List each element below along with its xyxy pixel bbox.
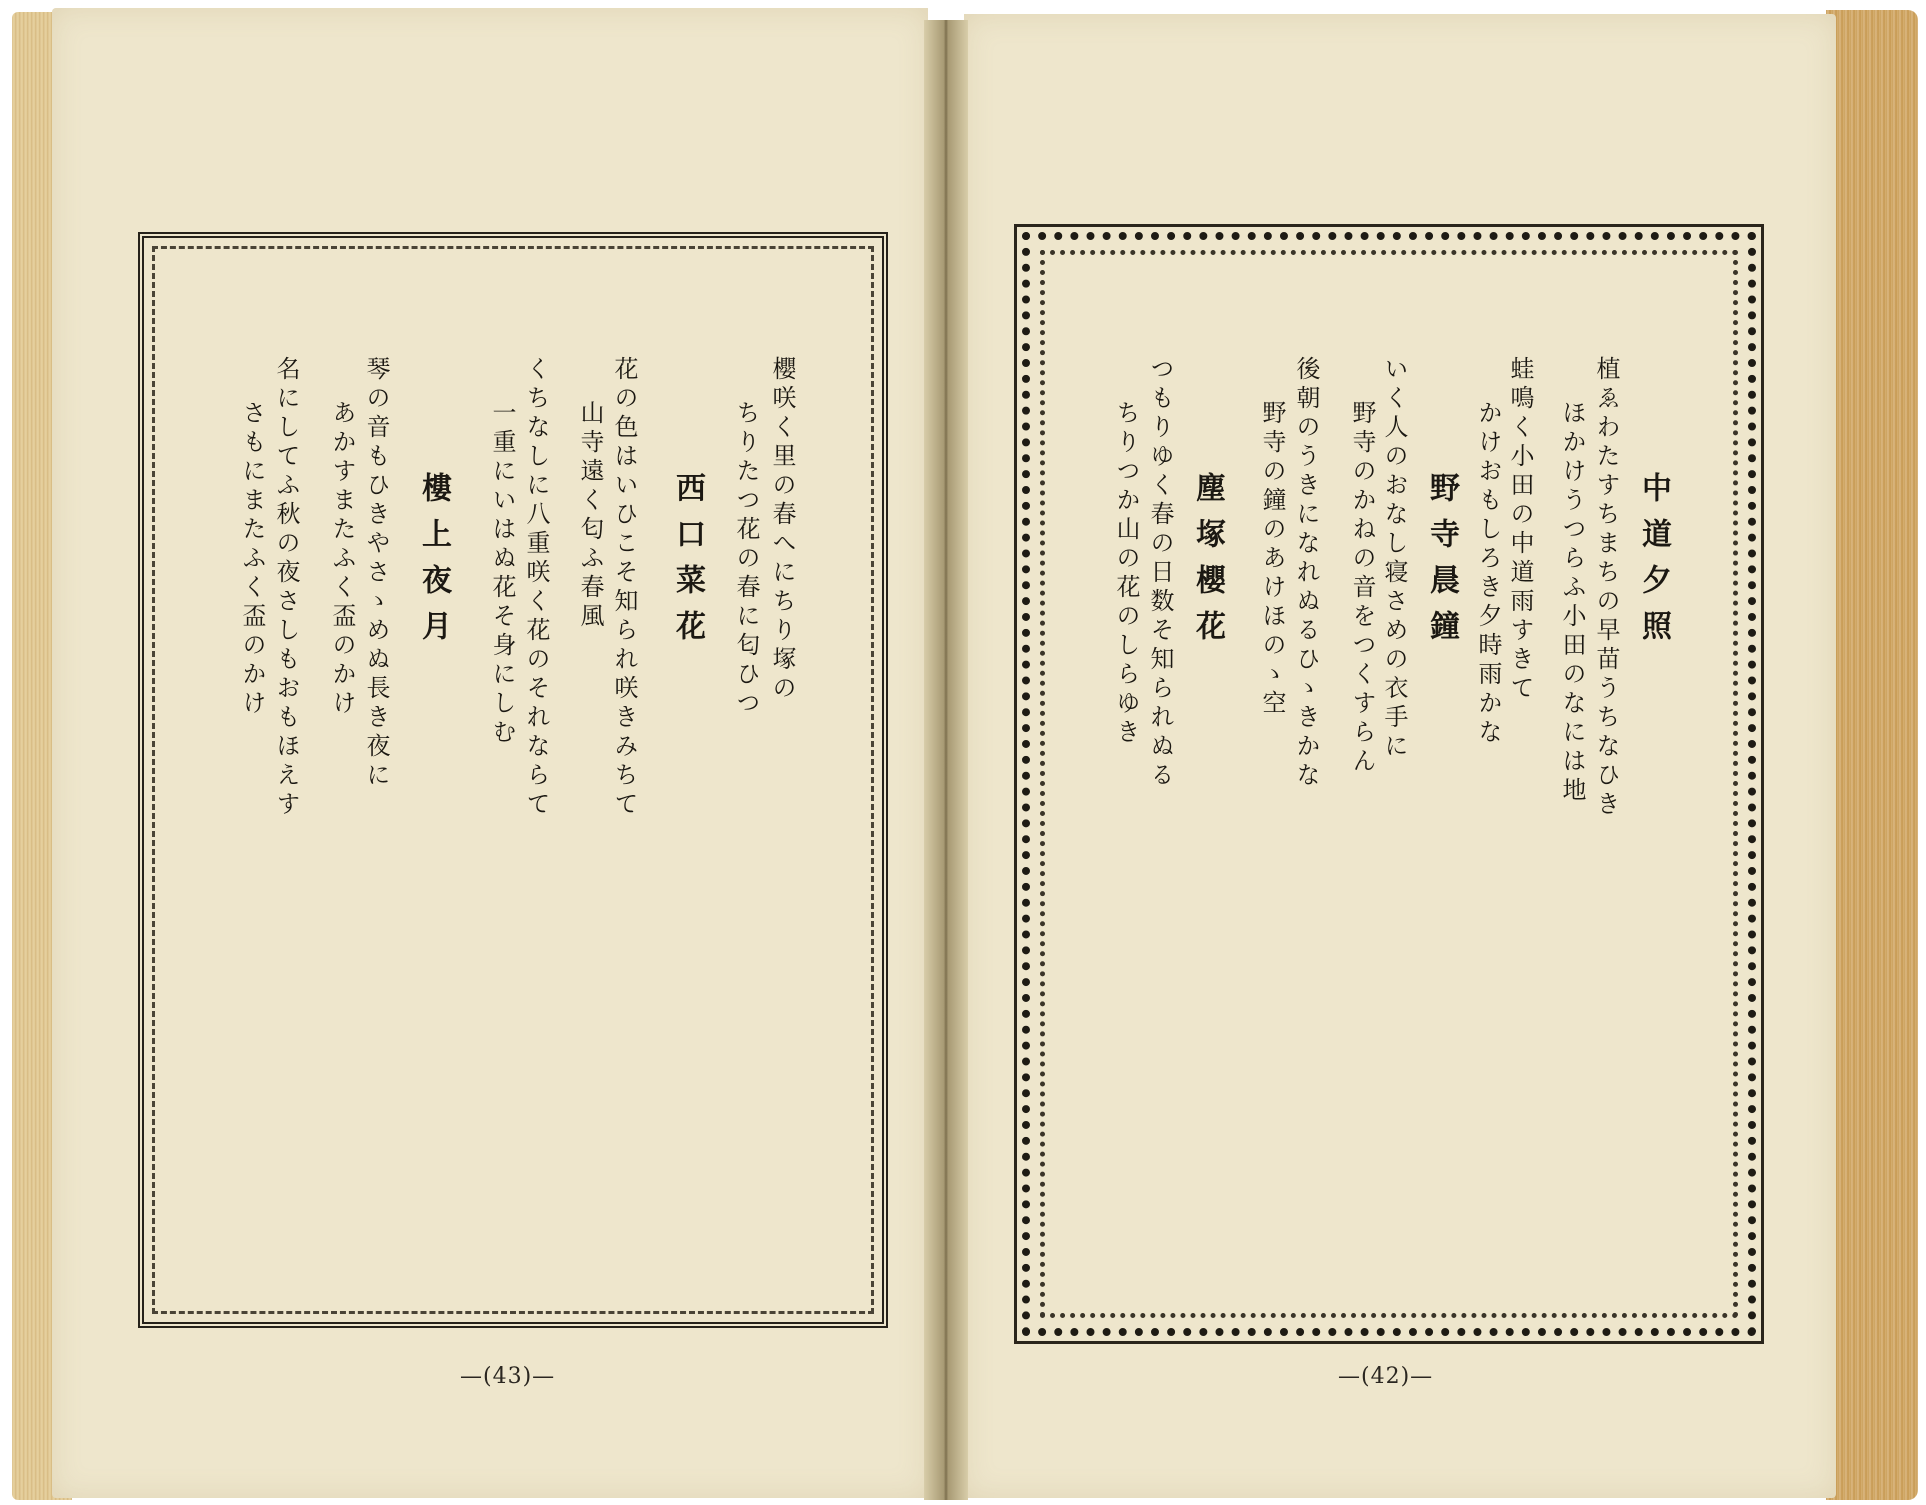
poem9-line2: あかすまたふく盃のかけ xyxy=(328,400,356,719)
title-rojo-yagetsu: 樓上夜月 xyxy=(416,472,451,656)
poem1-line1: 植ゑわたすちまちの早苗うちなひき xyxy=(1592,356,1620,820)
poem7-line1: 花の色はいひこそ知られ咲きみちて xyxy=(610,356,638,820)
poem3-line2: 野寺のかねの音をつくすらん xyxy=(1348,400,1376,777)
poem10-line2: さもにまたふく盃のかけ xyxy=(238,400,266,719)
poem5-line1: つもりゆく春の日数そ知られぬる xyxy=(1146,356,1174,791)
title-chudo-yusho: 中道夕照 xyxy=(1636,472,1671,656)
page-number-42: —(42)— xyxy=(1338,1364,1434,1389)
title-nodera-shinsho: 野寺晨鐘 xyxy=(1424,472,1459,656)
poem4-line1: 後朝のうきになれぬるひゝきかな xyxy=(1292,356,1320,791)
poem8-line1: くちなしに八重咲く花のそれならて xyxy=(522,356,550,820)
poem7-line2: 山寺遠く匂ふ春風 xyxy=(576,400,604,632)
poem3-line1: いく人のおなし寝さめの衣手に xyxy=(1380,356,1408,762)
poem9-line1: 琴の音もひきやさゝめぬ長き夜に xyxy=(362,356,390,791)
book-gutter xyxy=(924,20,968,1500)
title-nishiguchi-nabana: 西口菜花 xyxy=(670,472,705,656)
poem1-line2: ほかけうつらふ小田のなには地 xyxy=(1558,400,1586,806)
right-page-edges xyxy=(1826,10,1918,1500)
poem6-line2: ちりたつ花の春に匂ひつ xyxy=(732,400,760,719)
poem2-line1: 蛙鳴く小田の中道雨すきて xyxy=(1506,356,1534,704)
poem5-line2: ちりつか山の花のしらゆき xyxy=(1112,400,1140,748)
poem8-line2: 一重にいはぬ花そ身にしむ xyxy=(488,400,516,748)
title-chirizuka-oka: 塵塚櫻花 xyxy=(1190,472,1225,656)
poem10-line1: 名にしてふ秋の夜さしもおもほえす xyxy=(272,356,300,820)
page-number-43: —(43)— xyxy=(460,1364,556,1389)
poem4-line2: 野寺の鐘のあけほのゝ空 xyxy=(1258,400,1286,719)
poem2-line2: かけおもしろき夕時雨かな xyxy=(1474,400,1502,748)
poem6-line1: 櫻咲く里の春へにちり塚の xyxy=(768,356,796,704)
